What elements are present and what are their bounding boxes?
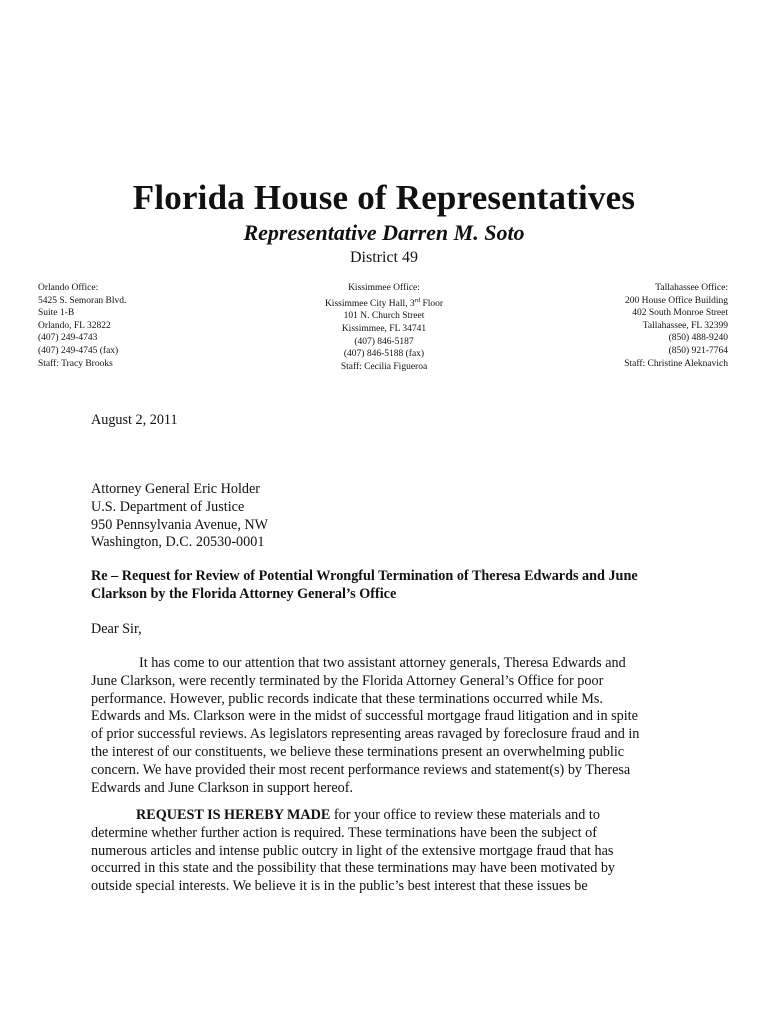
office-line: 200 House Office Building: [625, 295, 728, 306]
office-line: Kissimmee City Hall, 3rd Floor: [324, 296, 444, 309]
office-line: Suite 1-B: [38, 308, 75, 319]
paragraph-line: It has come to our attention that two assistant attorney generals, Theresa Edwards and: [139, 655, 626, 671]
office-line: 101 N. Church Street: [343, 311, 425, 322]
salutation: Dear Sir,: [91, 621, 142, 637]
representative-name: Representative Darren M. Soto: [243, 220, 525, 245]
recipient-line: 950 Pennsylvania Avenue, NW: [91, 516, 269, 533]
office-line: (850) 488-9240: [668, 333, 728, 344]
recipient-line: Washington, D.C. 20530-0001: [91, 534, 265, 551]
paragraph-line: occurred in this state and the possibility that these terminations may have been motivated by: [91, 860, 616, 877]
office-line: Orlando, FL 32822: [38, 320, 111, 331]
office-name: Tallahassee Office:: [655, 283, 728, 293]
office-line: Staff: Cecilia Figueroa: [340, 361, 428, 372]
paragraph-line: June Clarkson, were recently terminated by the Florida Attorney General’s Office for poor: [91, 672, 604, 689]
office-line: 5425 S. Semoran Blvd.: [38, 295, 127, 306]
letterhead-title: Florida House of Representatives: [132, 178, 636, 217]
subject-line-text: Clarkson by the Florida Attorney General’s Office: [91, 585, 397, 602]
office-line: Staff: Tracy Brooks: [38, 358, 113, 369]
paragraph-line: of prior successful reviews. As legislators representing areas ravaged by foreclosure fraud and in: [91, 726, 640, 743]
office-line: 402 South Monroe Street: [632, 308, 728, 319]
paragraph-line: for your office to review these materials and to: [330, 807, 600, 823]
office-line: (407) 846-5188 (fax): [343, 349, 425, 360]
orlando-office-block: [38, 282, 126, 370]
subject-line: [91, 568, 691, 604]
office-line: Staff: Christine Aleknavich: [624, 358, 728, 369]
paragraph-2: [91, 807, 691, 896]
tallahassee-office-block: [624, 282, 728, 370]
subject-line-text: Re – Request for Review of Potential Wrongful Termination of Theresa Edwards and June: [91, 568, 638, 584]
paragraph-line: performance. However, public records indicate that these terminations occurred while Ms.: [91, 690, 603, 707]
paragraph-line: outside special interests. We believe it is in the public’s best interest that these issues be: [91, 878, 588, 895]
paragraph-line: the interest of our constituents, we believe these terminations present an overwhelming public: [91, 743, 625, 760]
paragraph-line: Edwards and Ms. Clarkson were in the midst of successful mortgage fraud litigation and in spite: [91, 708, 638, 725]
office-line: (407) 249-4743: [38, 333, 98, 344]
district-label: District 49: [350, 249, 418, 266]
office-name: Kissimmee Office:: [348, 283, 420, 293]
office-line: (407) 249-4745 (fax): [38, 345, 119, 356]
paragraph-line: Edwards and June Clarkson in support hereof.: [91, 779, 354, 796]
recipient-line: U.S. Department of Justice: [91, 498, 245, 515]
paragraph-1: [91, 655, 691, 797]
paragraph-line: numerous articles and intense public outcry in light of the extensive mortgage fraud that has: [91, 842, 614, 859]
paragraph-line: concern. We have provided their most recent performance reviews and statement(s) by Theresa: [91, 761, 631, 778]
letter-date: August 2, 2011: [91, 412, 178, 428]
paragraph-line: determine whether further action is required. These terminations have been the subject of: [91, 824, 597, 841]
office-line: (407) 846-5187: [354, 336, 414, 347]
office-line: (850) 921-7764: [668, 345, 728, 356]
recipient-address: [91, 481, 691, 552]
office-line: Tallahassee, FL 32399: [642, 320, 728, 331]
request-heading: REQUEST IS HEREBY MADE: [136, 807, 331, 823]
office-name: Orlando Office:: [38, 283, 99, 293]
recipient-line: Attorney General Eric Holder: [91, 481, 260, 497]
office-line: Kissimmee, FL 34741: [341, 323, 427, 334]
kissimmee-office-block: [284, 282, 484, 373]
